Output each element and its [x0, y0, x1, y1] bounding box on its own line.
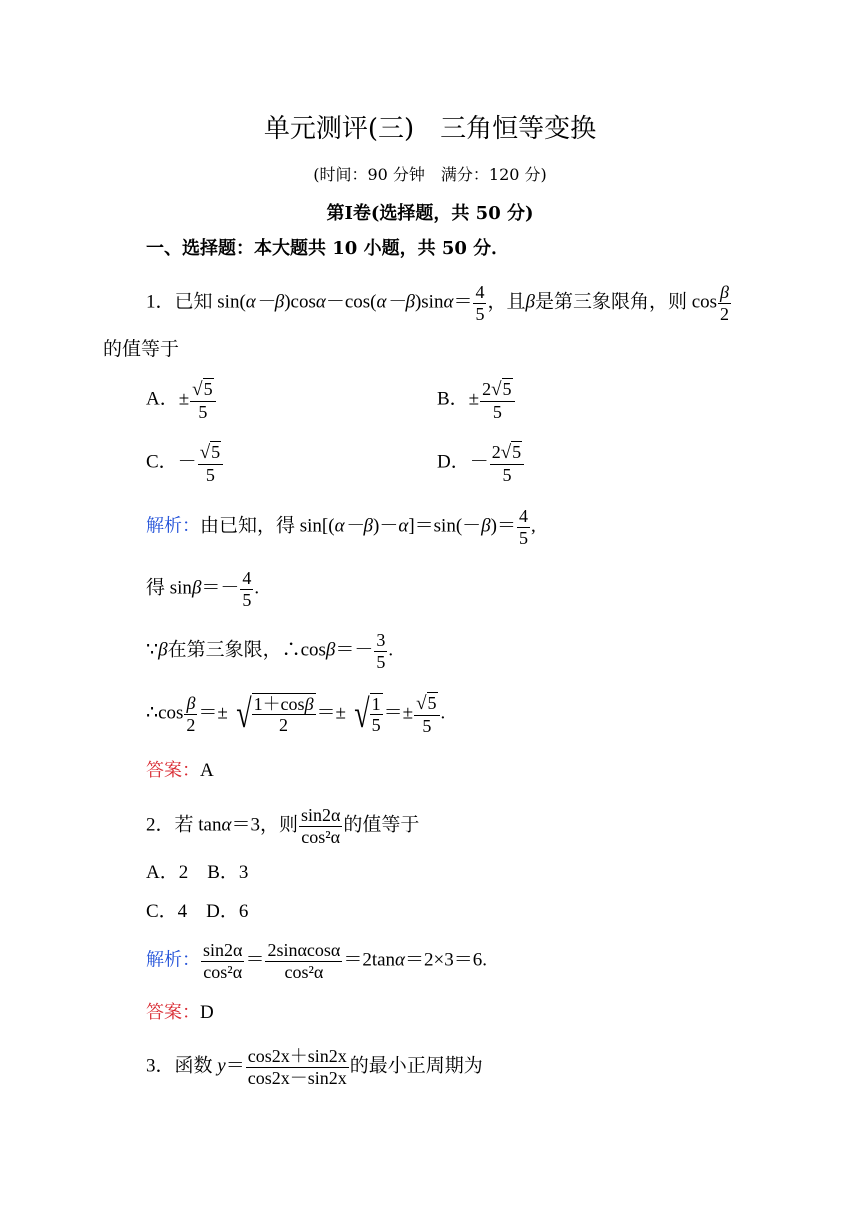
q2-var: α [221, 814, 232, 836]
fraction-denominator: cos2x－sin2x [247, 1067, 347, 1088]
solution-text: ＝± [198, 702, 228, 724]
fraction-numerator: 4 [475, 282, 485, 302]
q3-fraction [246, 1046, 349, 1088]
radicand: 5 [512, 442, 522, 462]
coefficient: 2 [491, 442, 501, 462]
solution-text: ＝－ [201, 577, 240, 599]
fraction-numerator: cos2x＋sin2x [247, 1046, 347, 1066]
part-heading: 一、选择题：本大题共 10 小题，共 50 分． [146, 238, 510, 259]
q1-text: －cos( [325, 291, 377, 313]
q1-stem [146, 282, 732, 324]
q1-solution-line-4 [146, 692, 445, 737]
fraction-numerator: 2sinαcosα [267, 940, 341, 960]
option-label: D．－ [437, 451, 489, 473]
solution-text: ＝－ [335, 639, 374, 661]
q1-text: )sin [414, 291, 444, 313]
q2-stem [146, 805, 419, 847]
solution-var: α [398, 515, 409, 537]
option-fraction: $\frac{2√5}{5}$ [480, 378, 514, 423]
fraction-denominator: cos²α [284, 961, 324, 982]
solution-text: )＝ [490, 515, 516, 537]
q1-option-a [146, 378, 217, 423]
radicand: 5 [427, 693, 437, 713]
q1-fraction [473, 282, 486, 324]
solution-text: ＝± [316, 702, 346, 724]
fraction-numerator: 1 [371, 693, 381, 714]
fraction-denominator: 2 [186, 714, 196, 735]
solution-fraction [517, 506, 530, 548]
answer-label: 答案： [146, 760, 200, 781]
solution-var: β [304, 693, 314, 714]
q2-fraction [299, 805, 342, 847]
q2-text: ＝3，则 [231, 814, 298, 836]
q1-var: α－β [376, 291, 415, 313]
radicand: 5 [502, 379, 512, 399]
solution-text: . [440, 702, 446, 724]
q2-number: 2． [146, 814, 175, 836]
q1-solution-line-3 [146, 630, 393, 672]
answer-value: D [200, 1002, 214, 1023]
solution-text: 在第三象限，∴cos [167, 639, 326, 661]
fraction-numerator: 4 [242, 568, 252, 588]
fraction-denominator: cos²α [301, 826, 341, 847]
solution-text: . [254, 577, 260, 599]
option-fraction: $\frac{√5}{5}$ [198, 441, 223, 486]
coefficient: 2 [482, 379, 492, 399]
solution-text: , [530, 515, 536, 537]
fraction-numerator: β [184, 693, 197, 715]
radical-sign-icon: √ [354, 691, 370, 737]
answer-label: 答案： [146, 1002, 200, 1023]
solution-text: ＝2×3＝6. [405, 949, 487, 971]
fraction-denominator: 5 [502, 464, 512, 485]
fraction-denominator: 5 [518, 527, 528, 548]
radical-fraction [370, 693, 383, 736]
solution-text: ∴cos [146, 702, 184, 724]
solution-fraction [265, 940, 342, 982]
radicand: 5 [211, 442, 221, 462]
q1-solution-line-2 [146, 568, 259, 610]
doc-title: 单元测评(三) 三角恒等变换 [263, 114, 597, 144]
fraction-denominator: 2 [279, 715, 289, 736]
q1-text: )cos [284, 291, 316, 313]
q1-text: 已知 sin( [174, 291, 246, 313]
fraction-denominator: 5 [242, 589, 252, 610]
exam-meta: (时间：90 分钟 满分：120 分) [313, 165, 547, 184]
radical-sign-icon: √ [235, 691, 252, 737]
q2-answer [146, 1003, 214, 1022]
q3-text: 的最小正周期为 [349, 1055, 483, 1077]
q2-solution [146, 940, 487, 982]
fraction-denominator: 5 [205, 464, 215, 485]
answer-value: A [200, 760, 214, 781]
q1-var: β [525, 291, 535, 313]
q3-stem [146, 1046, 483, 1088]
solution-var: α [395, 949, 406, 971]
solution-var: β [158, 639, 168, 661]
q3-text: 函数 [174, 1055, 218, 1077]
solution-text: ∵ [146, 639, 159, 661]
q3-number: 3． [146, 1055, 175, 1077]
solution-var: β [325, 639, 336, 661]
radical-fraction [252, 693, 316, 736]
fraction-denominator: 5 [492, 401, 502, 422]
q2-options-row-2: C．4 D．6 [146, 901, 249, 922]
q1-option-d [437, 441, 525, 486]
solution-text: )－ [373, 515, 399, 537]
solution-text: ＝2tan [343, 949, 396, 971]
q2-options-row-1: A．2 B．3 [146, 862, 249, 883]
solution-fraction [184, 693, 197, 735]
q1-half-angle [718, 282, 731, 324]
q1-var: α－β [245, 291, 285, 313]
fraction-numerator: 3 [376, 630, 386, 650]
q1-answer [146, 761, 214, 780]
solution-var: β [191, 577, 202, 599]
option-label: B．± [437, 388, 480, 410]
fraction-numerator: sin2α [300, 805, 341, 825]
q1-option-b [437, 378, 516, 423]
fraction-denominator: cos²α [203, 961, 243, 982]
solution-label: 解析： [146, 515, 200, 537]
solution-fraction [374, 630, 387, 672]
solution-text: 由已知，得 sin[( [200, 515, 335, 537]
q1-solution-line-1 [146, 506, 536, 548]
solution-text: ＝ [245, 949, 265, 971]
option-label: C．－ [146, 451, 197, 473]
fraction-denominator: 5 [198, 401, 208, 422]
fraction-numerator: 4 [518, 506, 528, 526]
q1-var: α [443, 291, 454, 313]
solution-text: ＝± [383, 702, 414, 724]
solution-fraction [201, 940, 244, 982]
q2-text: 的值等于 [343, 814, 420, 836]
fraction-numerator: 1＋cos [253, 693, 305, 714]
solution-text: ]＝sin(－ [408, 515, 482, 537]
solution-var: β [481, 515, 491, 537]
solution-fraction: $\frac{√5}{5}$ [414, 692, 439, 737]
fraction-denominator: 2 [720, 303, 730, 324]
q3-text: ＝ [225, 1055, 245, 1077]
option-fraction: $\frac{2√5}{5}$ [490, 441, 524, 486]
fraction-denominator: 5 [371, 715, 381, 736]
fraction-denominator: 5 [376, 651, 386, 672]
q2-text: 若 tan [174, 814, 222, 836]
solution-text: 得 sin [146, 577, 192, 599]
q1-option-c [146, 441, 224, 486]
option-fraction: $\frac{√5}{5}$ [190, 378, 215, 423]
fraction-numerator: β [718, 282, 731, 304]
fraction-denominator: 5 [475, 303, 485, 324]
fraction-denominator: 5 [422, 715, 432, 736]
fraction-numerator: sin2α [203, 940, 243, 960]
q1-stem-tail: 的值等于 [103, 339, 180, 360]
solution-text: . [388, 639, 394, 661]
solution-label: 解析： [146, 949, 200, 971]
option-label: A．± [146, 388, 190, 410]
q1-var: α [315, 291, 326, 313]
q1-text: 是第三象限角，则 cos [534, 291, 718, 313]
q1-text: ，且 [487, 291, 526, 313]
q1-number: 1． [146, 291, 175, 313]
solution-var: α－β [334, 515, 374, 537]
q3-var: y [217, 1055, 226, 1077]
solution-fraction [240, 568, 253, 610]
radicand: 5 [203, 379, 213, 399]
section-heading: 第Ⅰ卷(选择题，共 50 分) [326, 203, 534, 224]
q1-text: ＝ [453, 291, 473, 313]
